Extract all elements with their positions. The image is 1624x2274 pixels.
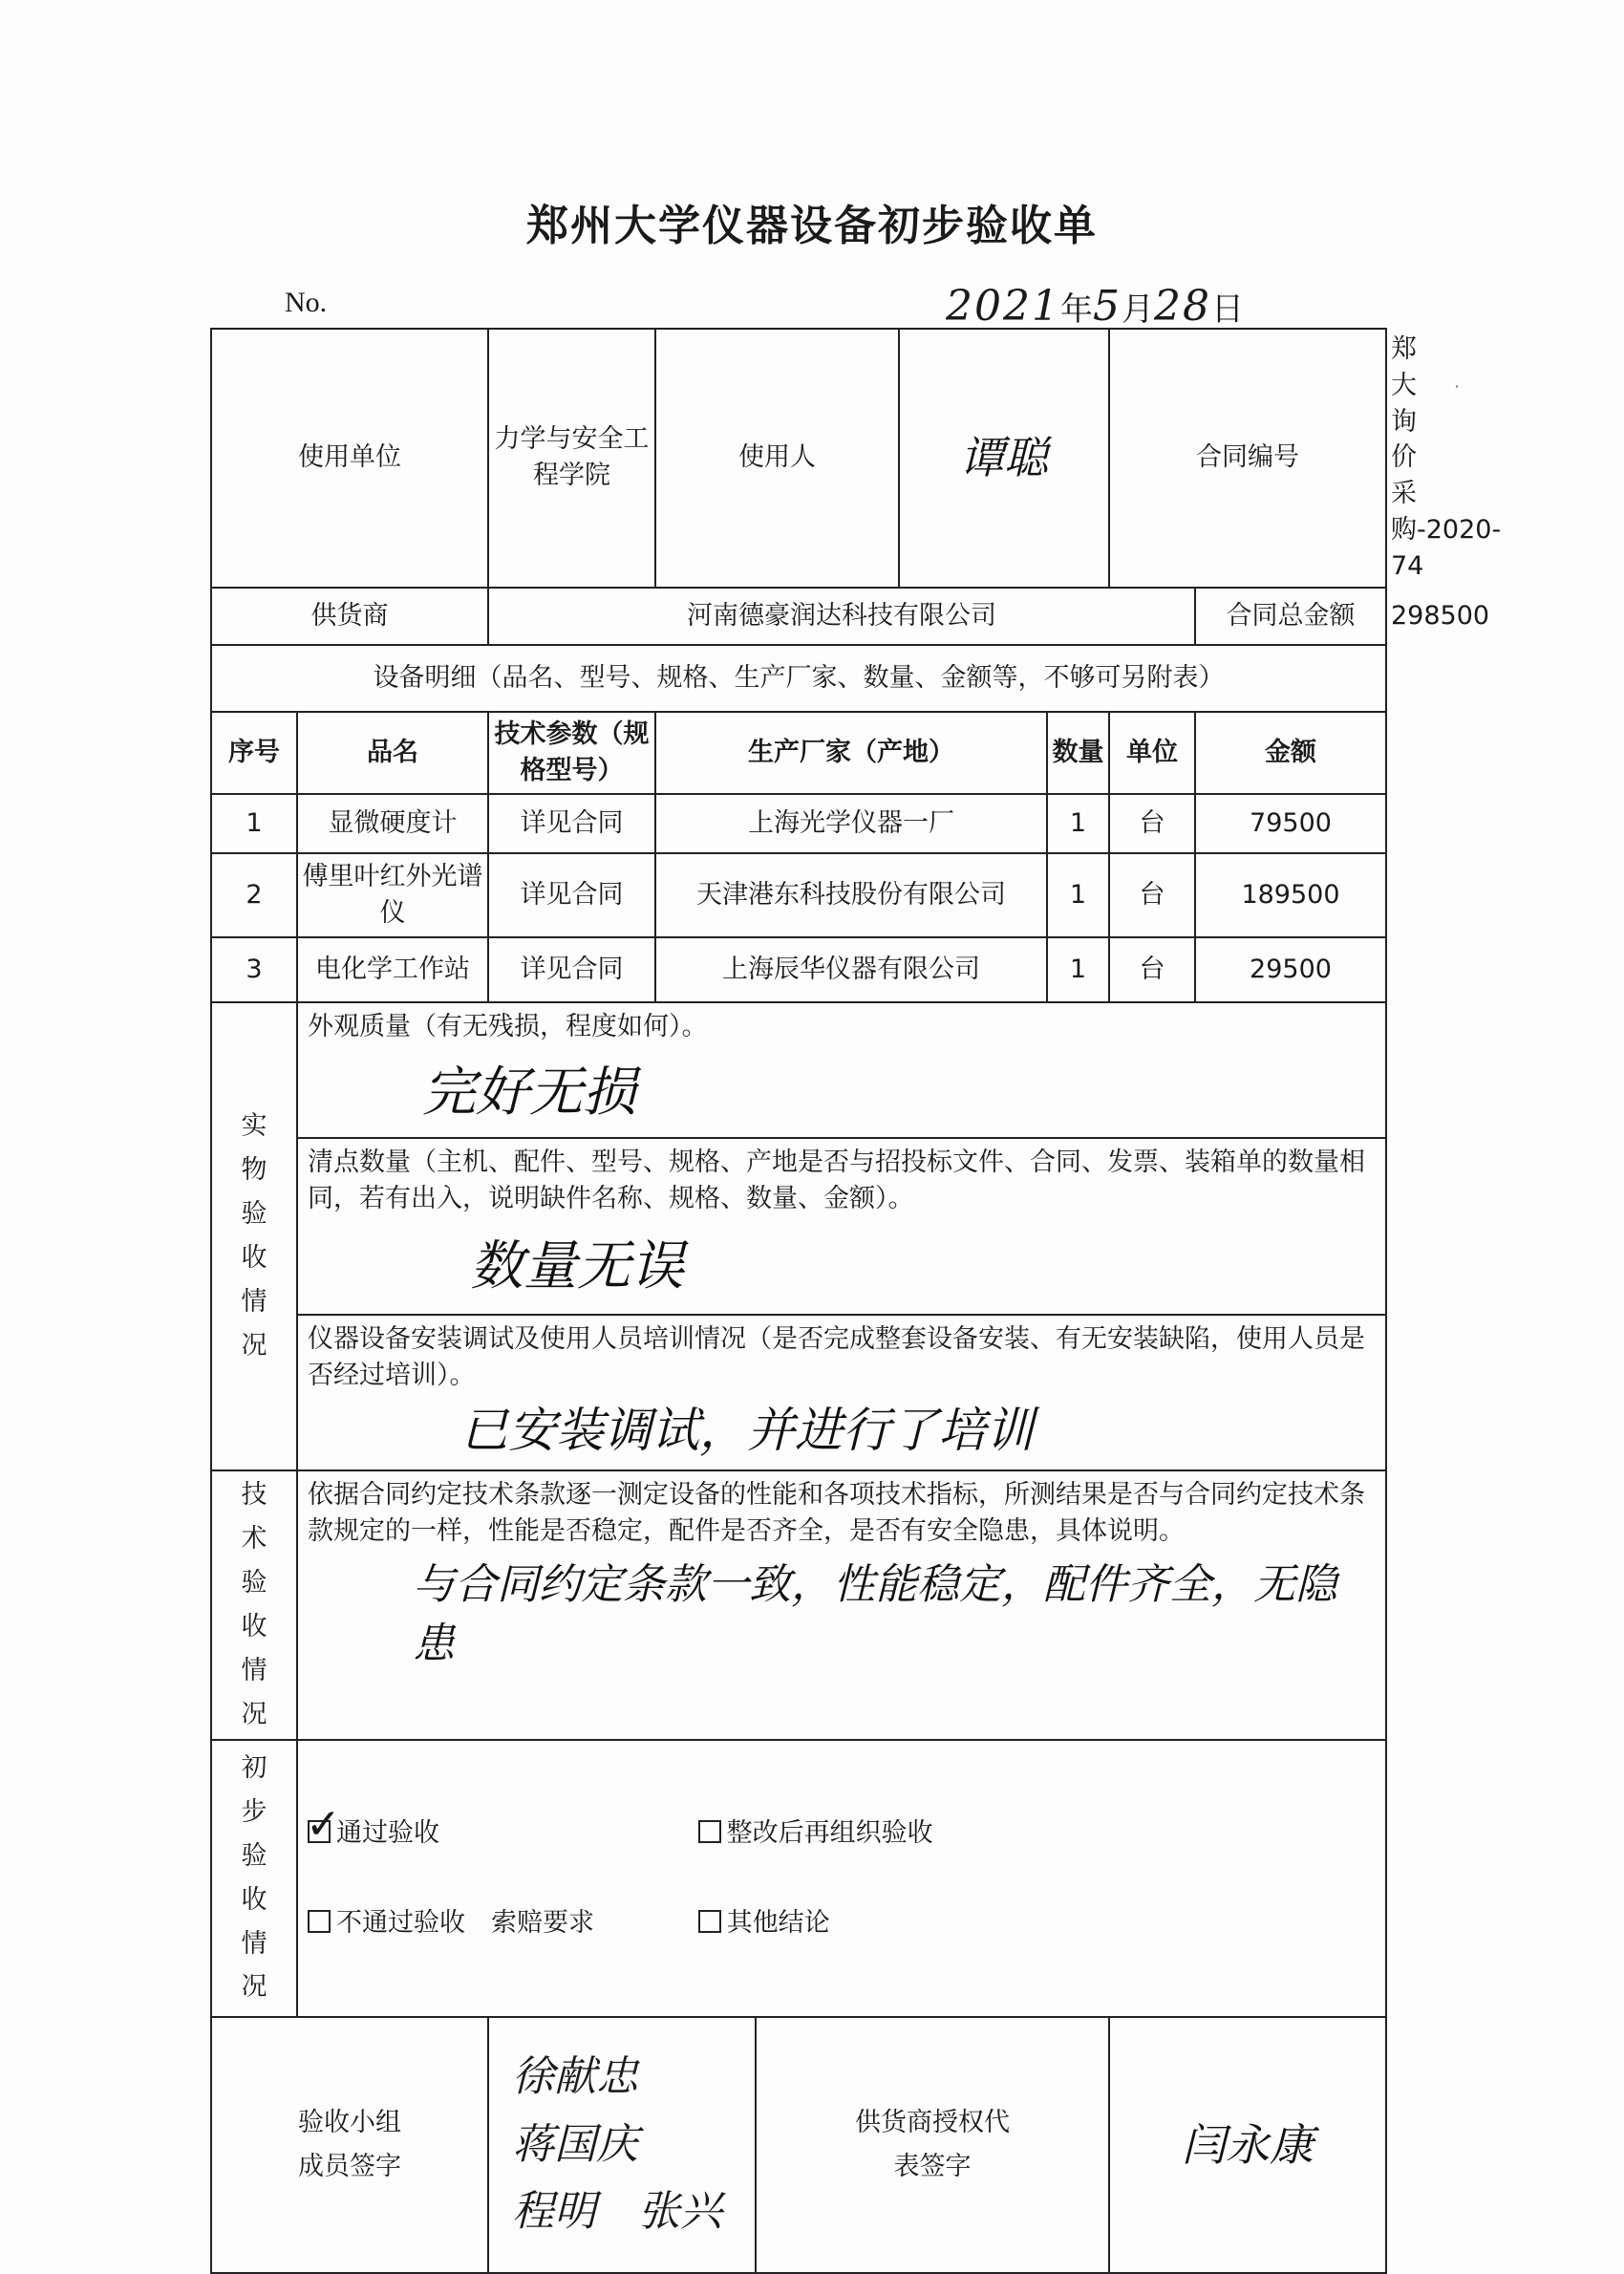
preliminary-row (211, 1740, 1386, 2017)
row-qty: 1 (1047, 853, 1109, 937)
user-signature: 谭聪 (960, 432, 1048, 484)
supplier-rep-label-text: 供货商授权代表签字 (855, 2107, 1010, 2181)
appearance-answer: 完好无损 (422, 1062, 636, 1125)
preliminary-label (211, 1740, 297, 2017)
install-cell (297, 1315, 1386, 1471)
user-label: 使用人 (655, 329, 899, 588)
install-answer: 已安装调试，并进行了培训 (460, 1403, 1034, 1459)
option-other[interactable] (698, 1905, 1080, 1941)
supplier-rep-signature (1109, 2017, 1386, 2273)
total-label: 合同总金额 (1195, 588, 1386, 645)
checkbox-fail[interactable] (308, 1910, 331, 1933)
table-row (211, 937, 1386, 1002)
option-fail-label: 不通过验收 索赔要求 (336, 1907, 594, 1938)
row-maker: 上海光学仪器一厂 (655, 794, 1047, 853)
signature-row (211, 2017, 1386, 2273)
option-pass-label: 通过验收 (336, 1817, 439, 1848)
row-unit: 台 (1109, 853, 1195, 937)
date-year: 2021 (946, 282, 1060, 331)
team-signature (512, 2178, 722, 2245)
team-signature-list (493, 2044, 751, 2245)
supplier-label: 供货商 (211, 588, 488, 645)
checkbox-rectify[interactable] (698, 1820, 721, 1843)
team-signature-name: 程明 (512, 2186, 596, 2236)
user-value (899, 329, 1109, 588)
technical-label-text: 技术验收情况 (241, 1480, 267, 1729)
row-amount: 189500 (1195, 853, 1386, 937)
install-prompt: 仪器设备安装调试及使用人员培训情况（是否完成整套设备安装、有无安装缺陷，使用人员是否经过培训）。 (308, 1323, 1365, 1390)
row-no: 2 (211, 853, 297, 937)
checkbox-other[interactable] (698, 1910, 721, 1933)
appearance-cell (297, 1002, 1386, 1138)
option-other-label: 其他结论 (726, 1907, 830, 1938)
team-signature: 蒋国庆 (512, 2119, 638, 2169)
physical-appearance-row (211, 1002, 1386, 1138)
team-signature-name: 张兴 (638, 2186, 722, 2236)
preliminary-options (297, 1740, 1386, 2017)
physical-install-row (211, 1315, 1386, 1471)
date-year-suffix: 年 (1059, 290, 1093, 329)
row-no: 1 (211, 794, 297, 853)
unit-label: 使用单位 (211, 329, 488, 588)
row-spec: 详见合同 (488, 853, 655, 937)
scan-speck: ˙ (1452, 382, 1462, 405)
technical-prompt: 依据合同约定技术条款逐一测定设备的性能和各项技术指标，所测结果是否与合同约定技术条款规定的一样，性能是否稳定，配件是否齐全，是否有安全隐患，具体说明。 (308, 1480, 1365, 1547)
supplier-rep-label (756, 2017, 1109, 2273)
acceptance-form-table (210, 328, 1502, 2274)
date-month: 5 (1092, 282, 1122, 331)
supplier-rep-name: 闫永康 (1182, 2118, 1314, 2171)
row-amount: 79500 (1195, 794, 1386, 853)
row-unit: 台 (1109, 794, 1195, 853)
count-cell (297, 1138, 1386, 1315)
technical-row (211, 1470, 1386, 1739)
col-header-amount: 金额 (1195, 712, 1386, 794)
col-header-unit: 单位 (1109, 712, 1195, 794)
row-no: 3 (211, 937, 297, 1002)
col-header-name: 品名 (297, 712, 488, 794)
row-name: 显微硬度计 (297, 794, 488, 853)
checkbox-pass[interactable] (306, 1800, 341, 1850)
equipment-header-row (211, 712, 1386, 794)
check-mark-icon: ✓ (306, 1800, 341, 1850)
technical-answer: 与合同约定条款一致，性能稳定，配件齐全，无隐患 (413, 1559, 1337, 1668)
option-rectify-label: 整改后再组织验收 (726, 1817, 933, 1848)
row-amount: 29500 (1195, 937, 1386, 1002)
col-header-maker: 生产厂家（产地） (655, 712, 1047, 794)
form-number-label: No. (285, 287, 328, 318)
table-row (211, 794, 1386, 853)
row-name: 电化学工作站 (297, 937, 488, 1002)
physical-count-row (211, 1138, 1386, 1315)
team-label-text: 验收小组成员签字 (297, 2107, 401, 2181)
row-spec: 详见合同 (488, 937, 655, 1002)
row-maker: 上海辰华仪器有限公司 (655, 937, 1047, 1002)
preliminary-label-text: 初步验收情况 (241, 1753, 267, 2003)
count-prompt: 清点数量（主机、配件、型号、规格、产地是否与招投标文件、合同、发票、装箱单的数量相同，若有出入，说明缺件名称、规格、数量、金额）。 (308, 1147, 1365, 1213)
row-maker: 天津港东科技股份有限公司 (655, 853, 1047, 937)
equipment-section-row (211, 645, 1386, 712)
contract-no-label: 合同编号 (1109, 329, 1386, 588)
table-row (211, 853, 1386, 937)
count-answer: 数量无误 (470, 1235, 684, 1298)
col-header-qty: 数量 (1047, 712, 1109, 794)
option-fail[interactable] (308, 1905, 690, 1941)
col-header-no: 序号 (211, 712, 297, 794)
appearance-prompt: 外观质量（有无残损，程度如何）。 (308, 1011, 708, 1041)
row-name: 傅里叶红外光谱仪 (297, 853, 488, 937)
technical-label (211, 1470, 297, 1739)
physical-label (211, 1002, 297, 1471)
team-signatures (488, 2017, 756, 2273)
page-title: 郑州大学仪器设备初步验收单 (526, 202, 1098, 250)
row-qty: 1 (1047, 937, 1109, 1002)
physical-label-text: 实物验收情况 (241, 1111, 267, 1361)
team-signature: 徐献忠 (512, 2052, 638, 2102)
row-qty: 1 (1047, 794, 1109, 853)
header-row-1: 使用单位 力学与安全工程学院 使用人 谭聪 合同编号 郑大询价采购-2020-74 (211, 329, 1386, 588)
option-rectify[interactable] (698, 1815, 1080, 1852)
row-unit: 台 (1109, 937, 1195, 1002)
team-label (211, 2017, 488, 2273)
date (946, 282, 1244, 331)
date-month-suffix: 月 (1121, 290, 1154, 329)
equipment-section-title: 设备明细（品名、型号、规格、生产厂家、数量、金额等，不够可另附表） (211, 645, 1386, 712)
row-spec: 详见合同 (488, 794, 655, 853)
supplier-value: 河南德豪润达科技有限公司 (488, 588, 1195, 645)
unit-value: 力学与安全工程学院 (488, 329, 655, 588)
date-day: 28 (1153, 282, 1211, 331)
technical-cell (297, 1470, 1386, 1739)
header-row-2: 供货商 河南德豪润达科技有限公司 合同总金额 298500 (211, 588, 1386, 645)
option-pass[interactable] (306, 1800, 690, 1852)
date-day-suffix: 日 (1210, 290, 1244, 329)
col-header-spec: 技术参数（规格型号） (488, 712, 655, 794)
